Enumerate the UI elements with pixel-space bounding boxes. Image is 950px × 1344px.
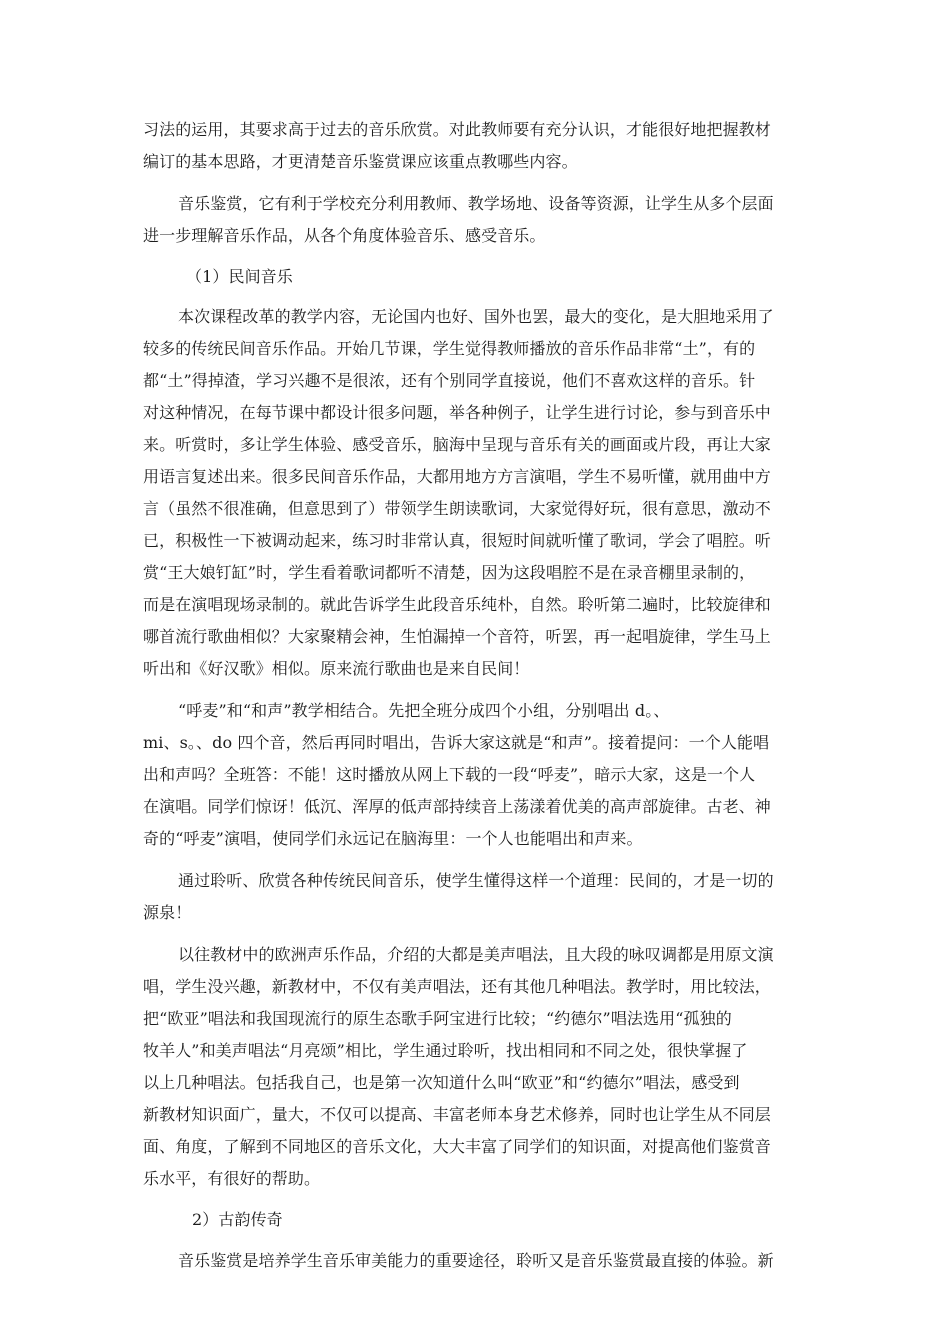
text-line: 用语言复述出来。很多民间音乐作品，大都用地方方言演唱，学生不易听懂，就用曲中方 [143, 467, 771, 486]
text-line: 已，积极性一下被调动起来，练习时非常认真，很短时间就听懂了歌词，学会了唱腔。听 [143, 531, 771, 550]
text-line: 音乐鉴赏是培养学生音乐审美能力的重要途径，聆听又是音乐鉴赏最直接的体验。新 [178, 1251, 774, 1270]
text-line: 牧羊人”和美声唱法“月亮颂”相比，学生通过聆听，找出相同和不同之处，很快掌握了 [143, 1041, 748, 1060]
text-line: 在演唱。同学们惊讶！低沉、浑厚的低声部持续音上荡漾着优美的高声部旋律。古老、神 [143, 797, 771, 816]
text-line: mi、s。、do 四个音，然后再同时唱出，告诉大家这就是“和声”。接着提问：一个人能唱 [143, 733, 770, 752]
text-line: 新教材知识面广，量大，不仅可以提高、丰富老师本身艺术修养，同时也让学生从不同层 [143, 1105, 771, 1124]
text-line: 源泉！ [143, 903, 192, 922]
text-line: 对这种情况，在每节课中都设计很多问题，举各种例子，让学生进行讨论，参与到音乐中 [143, 403, 771, 422]
text-line: 通过聆听、欣赏各种传统民间音乐，使学生懂得这样一个道理：民间的，才是一切的 [178, 871, 774, 890]
text-line: 音乐鉴赏，它有利于学校充分利用教师、教学场地、设备等资源，让学生从多个层面 [178, 194, 774, 213]
text-line: “呼麦”和“和声”教学相结合。先把全班分成四个小组，分别唱出 d。、 [178, 701, 670, 720]
text-line: 较多的传统民间音乐作品。开始几节课，学生觉得教师播放的音乐作品非常“土”，有的 [143, 339, 756, 358]
text-line: 面、角度，了解到不同地区的音乐文化，大大丰富了同学们的知识面，对提高他们鉴赏音 [143, 1137, 771, 1156]
text-line: 乐水平，有很好的帮助。 [143, 1169, 321, 1188]
text-line: 奇的“呼麦”演唱，使同学们永远记在脑海里：一个人也能唱出和声来。 [143, 829, 643, 848]
section-heading: （1）民间音乐 [186, 267, 293, 286]
text-line: 把“欧亚”唱法和我国现流行的原生态歌手阿宝进行比较；“约德尔”唱法选用“孤独的 [143, 1009, 732, 1028]
text-line: 进一步理解音乐作品，从各个角度体验音乐、感受音乐。 [143, 226, 546, 245]
section-heading: 2）古韵传奇 [192, 1210, 283, 1229]
text-line: 言（虽然不很准确，但意思到了）带领学生朗读歌词，大家觉得好玩，很有意思，激动不 [143, 499, 771, 518]
text-line: 听出和《好汉歌》相似。原来流行歌曲也是来自民间！ [143, 659, 530, 678]
text-line: 都“土”得掉渣，学习兴趣不是很浓，还有个别同学直接说，他们不喜欢这样的音乐。针 [143, 371, 756, 390]
text-line: 习法的运用，其要求高于过去的音乐欣赏。对此教师要有充分认识，才能很好地把握教材 [143, 120, 771, 139]
text-line: 赏“王大娘钉缸”时，学生看着歌词都听不清楚，因为这段唱腔不是在录音棚里录制的， [143, 563, 756, 582]
text-line: 哪首流行歌曲相似？大家聚精会神，生怕漏掉一个音符，听罢，再一起唱旋律，学生马上 [143, 627, 771, 646]
text-line: 而是在演唱现场录制的。就此告诉学生此段音乐纯朴，自然。聆听第二遍时，比较旋律和 [143, 595, 771, 614]
text-line: 来。听赏时，多让学生体验、感受音乐，脑海中呈现与音乐有关的画面或片段，再让大家 [143, 435, 771, 454]
text-line: 本次课程改革的教学内容，无论国内也好、国外也罢，最大的变化，是大胆地采用了 [178, 307, 774, 326]
text-line: 编订的基本思路，才更清楚音乐鉴赏课应该重点教哪些内容。 [143, 152, 578, 171]
text-line: 唱，学生没兴趣，新教材中，不仅有美声唱法，还有其他几种唱法。教学时，用比较法， [143, 977, 771, 996]
text-line: 以往教材中的欧洲声乐作品，介绍的大都是美声唱法，且大段的咏叹调都是用原文演 [178, 945, 774, 964]
text-line: 出和声吗？全班答：不能！这时播放从网上下载的一段“呼麦”，暗示大家，这是一个人 [143, 765, 756, 784]
text-line: 以上几种唱法。包括我自己，也是第一次知道什么叫“欧亚”和“约德尔”唱法，感受到 [143, 1073, 740, 1092]
